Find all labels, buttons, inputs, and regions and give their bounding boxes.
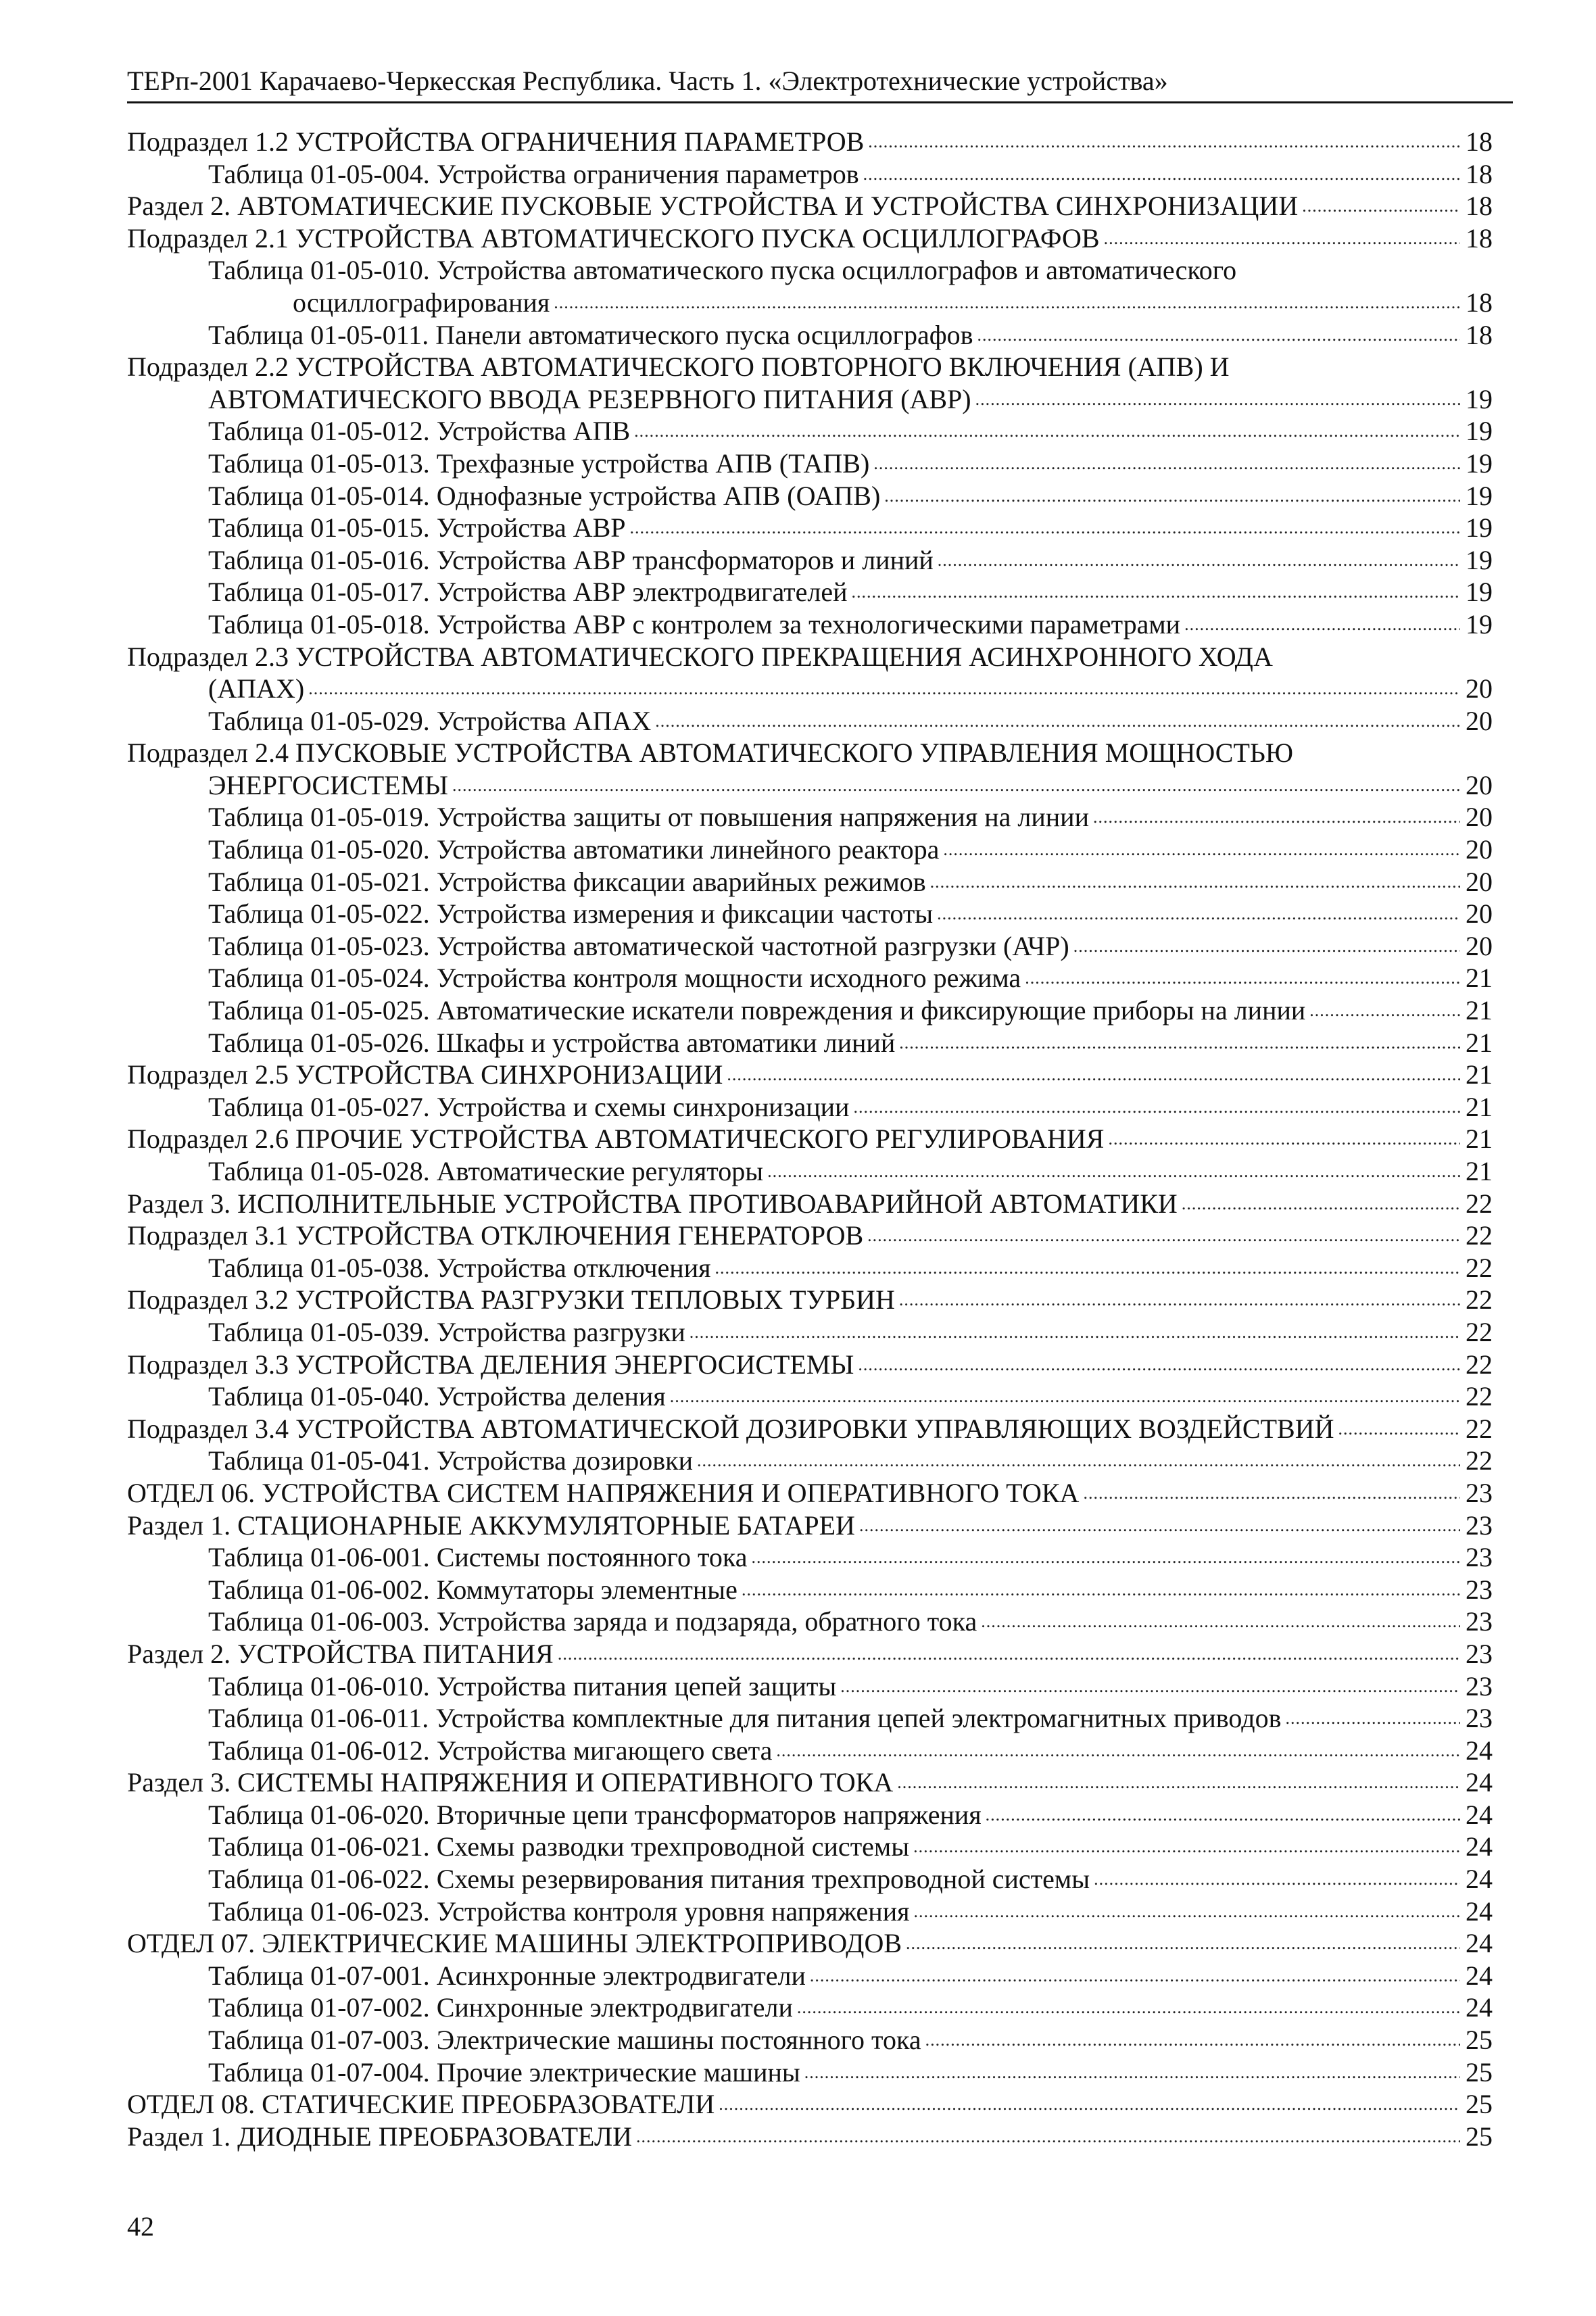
toc-entry[interactable] bbox=[127, 1574, 1493, 1606]
toc-entry-page: 20 bbox=[1466, 930, 1493, 961]
toc-entry-title: Таблица 01-06-002. Коммутаторы элементные bbox=[208, 1574, 737, 1605]
toc-entry-page: 18 bbox=[1466, 126, 1493, 157]
toc-entry-page: 19 bbox=[1466, 480, 1493, 511]
dot-leader bbox=[943, 834, 1460, 866]
dot-leader bbox=[884, 480, 1460, 512]
dot-leader bbox=[308, 673, 1460, 705]
toc-entry-page: 24 bbox=[1466, 1928, 1493, 1959]
toc-entry-page: 24 bbox=[1466, 1896, 1493, 1927]
toc-entry-title: Таблица 01-07-003. Электрические машины постоянного тока bbox=[208, 2025, 921, 2056]
toc-entry[interactable] bbox=[127, 737, 1493, 801]
toc-entry-page: 24 bbox=[1466, 1767, 1493, 1798]
toc-entry-page: 23 bbox=[1466, 1606, 1493, 1637]
dot-leader bbox=[897, 1766, 1460, 1799]
toc-entry-title: Таблица 01-05-016. Устройства АВР трансформаторов и линий bbox=[208, 544, 934, 575]
toc-entry-title: Таблица 01-05-012. Устройства АПВ bbox=[208, 416, 631, 447]
toc-entry-title: Таблица 01-06-012. Устройства мигающего света bbox=[208, 1735, 773, 1766]
dot-leader bbox=[938, 544, 1460, 577]
toc-entry-title: Таблица 01-05-010. Устройства автоматического пуска осциллографов и автоматического bbox=[208, 255, 1237, 286]
toc-entry-page: 20 bbox=[1466, 834, 1493, 865]
dot-leader bbox=[742, 1574, 1460, 1606]
dot-leader bbox=[930, 866, 1460, 898]
toc-entry-title: Таблица 01-05-026. Шкафы и устройства автоматики линий bbox=[208, 1027, 896, 1058]
toc-entry[interactable] bbox=[127, 480, 1493, 512]
toc-entry-page: 23 bbox=[1466, 1477, 1493, 1508]
toc-entry-title: Подраздел 3.2 УСТРОЙСТВА РАЗГРУЗКИ ТЕПЛОВЫХ ТУРБИН bbox=[127, 1284, 895, 1316]
toc-entry-title: Раздел 3. ИСПОЛНИТЕЛЬНЫЕ УСТРОЙСТВА ПРОТИВОАВАРИЙНОЙ АВТОМАТИКИ bbox=[127, 1188, 1178, 1219]
toc-entry-title: ОТДЕЛ 06. УСТРОЙСТВА СИСТЕМ НАПРЯЖЕНИЯ И ОПЕРАТИВНОГО ТОКА bbox=[127, 1477, 1080, 1508]
toc-entry-title: Таблица 01-06-020. Вторичные цепи трансформаторов напряжения bbox=[208, 1799, 982, 1830]
dot-leader bbox=[636, 2121, 1460, 2153]
toc-entry-page: 25 bbox=[1466, 2025, 1493, 2056]
toc-entry-page: 19 bbox=[1466, 544, 1493, 575]
toc-entry[interactable] bbox=[127, 1541, 1493, 1574]
toc-entry-title: Таблица 01-06-001. Системы постоянного тока bbox=[208, 1542, 748, 1573]
toc-entry[interactable] bbox=[127, 222, 1493, 255]
toc-entry-page: 21 bbox=[1466, 1027, 1493, 1058]
toc-entry[interactable] bbox=[127, 1927, 1493, 1960]
toc-entry-title: Таблица 01-05-038. Устройства отключения bbox=[208, 1252, 711, 1283]
toc-entry-page: 22 bbox=[1466, 1252, 1493, 1283]
toc-entry-page: 25 bbox=[1466, 2056, 1493, 2088]
toc-entry-title: Подраздел 3.1 УСТРОЙСТВА ОТКЛЮЧЕНИЯ ГЕНЕРАТОРОВ bbox=[127, 1220, 864, 1251]
dot-leader bbox=[630, 512, 1460, 544]
toc-entry[interactable] bbox=[127, 1735, 1493, 1767]
toc-entry-page: 19 bbox=[1466, 577, 1493, 608]
toc-entry-page: 21 bbox=[1466, 963, 1493, 994]
toc-entry-title: Таблица 01-05-021. Устройства фиксации аварийных режимов bbox=[208, 866, 926, 897]
toc-entry[interactable] bbox=[127, 2121, 1493, 2153]
toc-entry-title: Таблица 01-05-013. Трехфазные устройства АПВ (ТАПВ) bbox=[208, 448, 870, 479]
toc-entry-page: 20 bbox=[1466, 802, 1493, 833]
dot-leader bbox=[715, 1252, 1461, 1284]
toc-entry-title: Таблица 01-06-022. Схемы резервирования питания трехпроводной системы bbox=[208, 1864, 1090, 1895]
toc-entry[interactable] bbox=[127, 608, 1493, 641]
toc-entry-title: Таблица 01-06-023. Устройства контроля уровня напряжения bbox=[208, 1896, 910, 1927]
toc-entry-page: 21 bbox=[1466, 995, 1493, 1026]
toc-entry[interactable] bbox=[127, 1316, 1493, 1349]
toc-entry-page: 21 bbox=[1466, 1124, 1493, 1155]
toc-entry[interactable] bbox=[127, 1638, 1493, 1670]
toc-entry[interactable] bbox=[127, 1670, 1493, 1703]
toc-entry-title: Подраздел 1.2 УСТРОЙСТВА ОГРАНИЧЕНИЯ ПАРАМЕТРОВ bbox=[127, 126, 865, 157]
dot-leader bbox=[719, 2088, 1460, 2121]
toc-entry-page: 20 bbox=[1466, 866, 1493, 897]
toc-entry-title: Таблица 01-05-022. Устройства измерения и фиксации частоты bbox=[208, 898, 934, 930]
toc-entry-title: ОТДЕЛ 08. СТАТИЧЕСКИЕ ПРЕОБРАЗОВАТЕЛИ bbox=[127, 2089, 715, 2120]
toc-entry[interactable] bbox=[127, 2024, 1493, 2056]
toc-entry-page: 21 bbox=[1466, 1156, 1493, 1186]
dot-leader bbox=[1182, 1188, 1460, 1220]
dot-leader bbox=[906, 1927, 1460, 1960]
toc-entry[interactable] bbox=[127, 1960, 1493, 1992]
toc-entry-page: 20 bbox=[1466, 705, 1493, 736]
toc-entry-page: 22 bbox=[1466, 1445, 1493, 1476]
toc-entry-page: 18 bbox=[1466, 319, 1493, 350]
toc-entry-page: 18 bbox=[1466, 287, 1493, 318]
toc-entry-title: Подраздел 2.2 УСТРОЙСТВА АВТОМАТИЧЕСКОГО ПОВТОРНОГО ВКЛЮЧЕНИЯ (АПВ) И bbox=[127, 352, 1230, 383]
dot-leader bbox=[1302, 190, 1460, 222]
toc-entry-title: Раздел 2. УСТРОЙСТВА ПИТАНИЯ bbox=[127, 1638, 554, 1669]
toc-entry-title: Таблица 01-05-039. Устройства разгрузки bbox=[208, 1316, 685, 1347]
toc-entry-title: Таблица 01-05-024. Устройства контроля мощности исходного режима bbox=[208, 963, 1021, 994]
toc-entry-title: ОТДЕЛ 07. ЭЛЕКТРИЧЕСКИЕ МАШИНЫ ЭЛЕКТРОПРИВОДОВ bbox=[127, 1928, 902, 1959]
toc-entry-page: 22 bbox=[1466, 1284, 1493, 1316]
dot-leader bbox=[1338, 1413, 1460, 1445]
toc-entry-page: 23 bbox=[1466, 1542, 1493, 1573]
page-number: 42 bbox=[127, 2211, 154, 2242]
toc-entry-page: 20 bbox=[1466, 769, 1493, 800]
dot-leader bbox=[1104, 222, 1460, 255]
toc-entry[interactable] bbox=[127, 1059, 1493, 1091]
toc-entry-page: 25 bbox=[1466, 2121, 1493, 2152]
dot-leader bbox=[751, 1541, 1460, 1574]
dot-leader bbox=[1184, 608, 1460, 641]
toc-entry[interactable] bbox=[127, 1702, 1493, 1735]
toc-entry-title: Раздел 1. СТАЦИОНАРНЫЕ АККУМУЛЯТОРНЫЕ БАТАРЕИ bbox=[127, 1510, 855, 1541]
toc-entry-page: 22 bbox=[1466, 1413, 1493, 1444]
toc-entry[interactable] bbox=[127, 2056, 1493, 2089]
toc-entry[interactable] bbox=[127, 962, 1493, 994]
dot-leader bbox=[913, 1831, 1460, 1863]
toc-entry-title: Раздел 2. АВТОМАТИЧЕСКИЕ ПУСКОВЫЕ УСТРОЙСТВА И УСТРОЙСТВА СИНХРОНИЗАЦИИ bbox=[127, 191, 1299, 222]
dot-leader bbox=[1025, 962, 1460, 994]
dot-leader bbox=[767, 1155, 1460, 1188]
toc-entry-title: Таблица 01-05-029. Устройства АПАХ bbox=[208, 705, 652, 736]
dot-leader bbox=[853, 1091, 1460, 1124]
dot-leader bbox=[697, 1445, 1460, 1477]
toc-entry[interactable] bbox=[127, 1413, 1493, 1445]
dot-leader bbox=[899, 1027, 1460, 1059]
toc-entry[interactable] bbox=[127, 1284, 1493, 1316]
toc-entry-title: Подраздел 2.4 ПУСКОВЫЕ УСТРОЙСТВА АВТОМАТИЧЕСКОГО УПРАВЛЕНИЯ МОЩНОСТЬЮ bbox=[127, 738, 1293, 769]
dot-leader bbox=[690, 1316, 1460, 1349]
toc-entry-title: Таблица 01-05-023. Устройства автоматической частотной разгрузки (АЧР) bbox=[208, 930, 1069, 961]
toc-entry-page: 21 bbox=[1466, 1059, 1493, 1090]
toc-entry[interactable] bbox=[127, 1252, 1493, 1284]
toc-entry[interactable] bbox=[127, 1863, 1493, 1896]
toc-entry-title: Таблица 01-05-028. Автоматические регуляторы bbox=[208, 1156, 764, 1186]
toc-entry-page: 18 bbox=[1466, 191, 1493, 222]
toc-entry-title: Подраздел 2.3 УСТРОЙСТВА АВТОМАТИЧЕСКОГО ПРЕКРАЩЕНИЯ АСИНХРОННОГО ХОДА bbox=[127, 641, 1273, 672]
toc-entry[interactable] bbox=[127, 801, 1493, 834]
dot-leader bbox=[655, 705, 1460, 738]
toc-entry-title-continued: ЭНЕРГОСИСТЕМЫ bbox=[208, 769, 449, 800]
dot-leader bbox=[797, 1992, 1460, 2024]
toc-entry-page: 25 bbox=[1466, 2089, 1493, 2120]
dot-leader bbox=[1073, 930, 1460, 963]
toc-entry-page: 23 bbox=[1466, 1638, 1493, 1669]
dot-leader bbox=[975, 383, 1460, 416]
dot-leader bbox=[727, 1059, 1460, 1091]
toc-entry-page: 19 bbox=[1466, 608, 1493, 640]
toc-entry-page: 19 bbox=[1466, 512, 1493, 544]
toc-entry-page: 23 bbox=[1466, 1703, 1493, 1734]
toc-entry-page: 19 bbox=[1466, 416, 1493, 447]
dot-leader bbox=[1285, 1702, 1460, 1735]
toc-entry[interactable] bbox=[127, 1188, 1493, 1220]
toc-entry-page: 20 bbox=[1466, 898, 1493, 930]
toc-entry-title: Таблица 01-07-004. Прочие электрические машины bbox=[208, 2056, 800, 2088]
toc-entry[interactable] bbox=[127, 1027, 1493, 1059]
toc-entry[interactable] bbox=[127, 1380, 1493, 1413]
toc-entry-title: Таблица 01-06-010. Устройства питания цепей защиты bbox=[208, 1670, 837, 1702]
table-of-contents bbox=[127, 126, 1493, 2152]
toc-entry-title: Раздел 1. ДИОДНЫЕ ПРЕОБРАЗОВАТЕЛИ bbox=[127, 2121, 632, 2152]
toc-entry-page: 24 bbox=[1466, 1735, 1493, 1766]
toc-entry[interactable] bbox=[127, 1091, 1493, 1124]
toc-entry-title: Таблица 01-06-003. Устройства заряда и подзаряда, обратного тока bbox=[208, 1606, 977, 1637]
dot-leader bbox=[914, 1896, 1460, 1928]
dot-leader bbox=[554, 287, 1460, 319]
toc-entry-title-continued: (АПАХ) bbox=[208, 673, 305, 704]
toc-entry-title: Подраздел 3.3 УСТРОЙСТВА ДЕЛЕНИЯ ЭНЕРГОСИСТЕМЫ bbox=[127, 1349, 854, 1380]
toc-entry[interactable] bbox=[127, 319, 1493, 352]
dot-leader bbox=[867, 1220, 1460, 1252]
toc-entry[interactable] bbox=[127, 126, 1493, 158]
dot-leader bbox=[1309, 994, 1460, 1027]
dot-leader bbox=[452, 769, 1460, 802]
toc-entry[interactable] bbox=[127, 1766, 1493, 1799]
toc-entry-title-continued: осциллографирования bbox=[293, 287, 550, 318]
dot-leader bbox=[1083, 1477, 1460, 1510]
toc-entry-title: Таблица 01-05-004. Устройства ограничения параметров bbox=[208, 158, 859, 189]
dot-leader bbox=[873, 448, 1460, 480]
toc-entry[interactable] bbox=[127, 2088, 1493, 2121]
toc-entry[interactable] bbox=[127, 930, 1493, 963]
dot-leader bbox=[840, 1670, 1460, 1703]
toc-entry-title: Таблица 01-07-002. Синхронные электродвигатели bbox=[208, 1992, 793, 2023]
dot-leader bbox=[1093, 801, 1460, 834]
toc-entry-title: Подраздел 2.1 УСТРОЙСТВА АВТОМАТИЧЕСКОГО ПУСКА ОСЦИЛЛОГРАФОВ bbox=[127, 222, 1100, 254]
toc-entry-title: Таблица 01-05-018. Устройства АВР с контролем за технологическими параметрами bbox=[208, 608, 1181, 640]
toc-entry-title: Таблица 01-05-017. Устройства АВР электродвигателей bbox=[208, 577, 848, 608]
toc-entry-page: 19 bbox=[1466, 383, 1493, 414]
toc-entry[interactable] bbox=[127, 254, 1493, 318]
dot-leader bbox=[868, 126, 1460, 158]
toc-entry-page: 22 bbox=[1466, 1381, 1493, 1412]
toc-entry-title: Таблица 01-05-011. Панели автоматического пуска осциллографов bbox=[208, 319, 973, 350]
toc-entry-page: 24 bbox=[1466, 1799, 1493, 1830]
toc-entry-page: 24 bbox=[1466, 1992, 1493, 2023]
toc-entry[interactable] bbox=[127, 1220, 1493, 1252]
toc-entry-title: Таблица 01-05-040. Устройства деления bbox=[208, 1381, 666, 1412]
toc-entry-title-continued: АВТОМАТИЧЕСКОГО ВВОДА РЕЗЕРВНОГО ПИТАНИЯ (АВР) bbox=[208, 383, 971, 414]
dot-leader bbox=[858, 1349, 1460, 1381]
toc-entry[interactable] bbox=[127, 158, 1493, 191]
toc-entry-page: 22 bbox=[1466, 1188, 1493, 1219]
toc-entry[interactable] bbox=[127, 1445, 1493, 1477]
toc-entry-title: Подраздел 2.5 УСТРОЙСТВА СИНХРОНИЗАЦИИ bbox=[127, 1059, 723, 1090]
toc-entry[interactable] bbox=[127, 351, 1493, 415]
toc-entry[interactable] bbox=[127, 512, 1493, 544]
dot-leader bbox=[670, 1380, 1460, 1413]
toc-entry-page: 20 bbox=[1466, 673, 1493, 704]
toc-entry[interactable] bbox=[127, 190, 1493, 222]
toc-entry[interactable] bbox=[127, 1349, 1493, 1381]
dot-leader bbox=[925, 2024, 1460, 2056]
toc-entry[interactable] bbox=[127, 1992, 1493, 2024]
toc-entry-page: 18 bbox=[1466, 222, 1493, 254]
toc-entry-title: Таблица 01-05-041. Устройства дозировки bbox=[208, 1445, 693, 1476]
dot-leader bbox=[986, 1799, 1460, 1831]
toc-entry-title: Таблица 01-05-015. Устройства АВР bbox=[208, 512, 626, 544]
toc-entry-title: Таблица 01-06-021. Схемы разводки трехпроводной системы bbox=[208, 1831, 910, 1862]
dot-leader bbox=[977, 319, 1460, 352]
dot-leader bbox=[859, 1510, 1460, 1542]
toc-entry-title: Раздел 3. СИСТЕМЫ НАПРЯЖЕНИЯ И ОПЕРАТИВНОГО ТОКА bbox=[127, 1767, 894, 1798]
toc-entry-title: Таблица 01-05-020. Устройства автоматики линейного реактора bbox=[208, 834, 940, 865]
toc-entry-title: Подраздел 2.6 ПРОЧИЕ УСТРОЙСТВА АВТОМАТИЧЕСКОГО РЕГУЛИРОВАНИЯ bbox=[127, 1124, 1105, 1155]
toc-entry-title: Таблица 01-05-019. Устройства защиты от повышения напряжения на линии bbox=[208, 802, 1089, 833]
toc-entry[interactable] bbox=[127, 1831, 1493, 1863]
dot-leader bbox=[937, 898, 1460, 930]
dot-leader bbox=[776, 1735, 1460, 1767]
toc-entry-title: Таблица 01-07-001. Асинхронные электродвигатели bbox=[208, 1960, 806, 1991]
toc-entry-page: 18 bbox=[1466, 158, 1493, 189]
toc-entry[interactable] bbox=[127, 544, 1493, 577]
toc-entry[interactable] bbox=[127, 1896, 1493, 1928]
toc-entry-title: Подраздел 3.4 УСТРОЙСТВА АВТОМАТИЧЕСКОЙ ДОЗИРОВКИ УПРАВЛЯЮЩИХ ВОЗДЕЙСТВИЙ bbox=[127, 1413, 1334, 1444]
toc-entry-page: 24 bbox=[1466, 1960, 1493, 1991]
toc-entry[interactable] bbox=[127, 994, 1493, 1027]
toc-entry-page: 21 bbox=[1466, 1091, 1493, 1122]
toc-entry-page: 19 bbox=[1466, 448, 1493, 479]
toc-entry[interactable] bbox=[127, 576, 1493, 608]
toc-entry-page: 24 bbox=[1466, 1831, 1493, 1862]
toc-entry[interactable] bbox=[127, 641, 1493, 705]
toc-entry[interactable] bbox=[127, 1123, 1493, 1155]
toc-entry[interactable] bbox=[127, 898, 1493, 930]
dot-leader bbox=[863, 158, 1460, 191]
toc-entry-title: Таблица 01-05-027. Устройства и схемы синхронизации bbox=[208, 1091, 850, 1122]
toc-entry-title: Таблица 01-06-011. Устройства комплектные для питания цепей электромагнитных приводов bbox=[208, 1703, 1282, 1734]
dot-leader bbox=[558, 1638, 1460, 1670]
dot-leader bbox=[810, 1960, 1460, 1992]
dot-leader bbox=[852, 576, 1460, 608]
dot-leader bbox=[634, 415, 1460, 448]
toc-entry[interactable] bbox=[127, 1799, 1493, 1831]
toc-entry[interactable] bbox=[127, 1510, 1493, 1542]
dot-leader bbox=[899, 1284, 1460, 1316]
toc-entry[interactable] bbox=[127, 1155, 1493, 1188]
toc-entry[interactable] bbox=[127, 415, 1493, 448]
toc-entry-page: 22 bbox=[1466, 1316, 1493, 1347]
toc-entry-page: 23 bbox=[1466, 1574, 1493, 1605]
toc-entry-page: 22 bbox=[1466, 1349, 1493, 1380]
running-header: ТЕРп-2001 Карачаево-Черкесская Республика. Часть 1. «Электротехнические устройства» bbox=[127, 66, 1168, 96]
toc-entry-page: 23 bbox=[1466, 1510, 1493, 1541]
dot-leader bbox=[1094, 1863, 1460, 1896]
toc-entry[interactable] bbox=[127, 1606, 1493, 1638]
toc-entry-page: 23 bbox=[1466, 1670, 1493, 1702]
toc-entry-page: 22 bbox=[1466, 1220, 1493, 1251]
toc-entry-title: Таблица 01-05-014. Однофазные устройства АПВ (ОАПВ) bbox=[208, 480, 881, 511]
dot-leader bbox=[804, 2056, 1460, 2089]
toc-entry[interactable] bbox=[127, 834, 1493, 866]
toc-entry[interactable] bbox=[127, 448, 1493, 480]
toc-entry-title: Таблица 01-05-025. Автоматические искатели повреждения и фиксирующие приборы на линии bbox=[208, 995, 1306, 1026]
toc-entry[interactable] bbox=[127, 1477, 1493, 1510]
header-divider bbox=[127, 101, 1513, 103]
dot-leader bbox=[1108, 1123, 1460, 1155]
toc-entry[interactable] bbox=[127, 866, 1493, 898]
dot-leader bbox=[981, 1606, 1460, 1638]
toc-entry-page: 24 bbox=[1466, 1864, 1493, 1895]
toc-entry[interactable] bbox=[127, 705, 1493, 738]
